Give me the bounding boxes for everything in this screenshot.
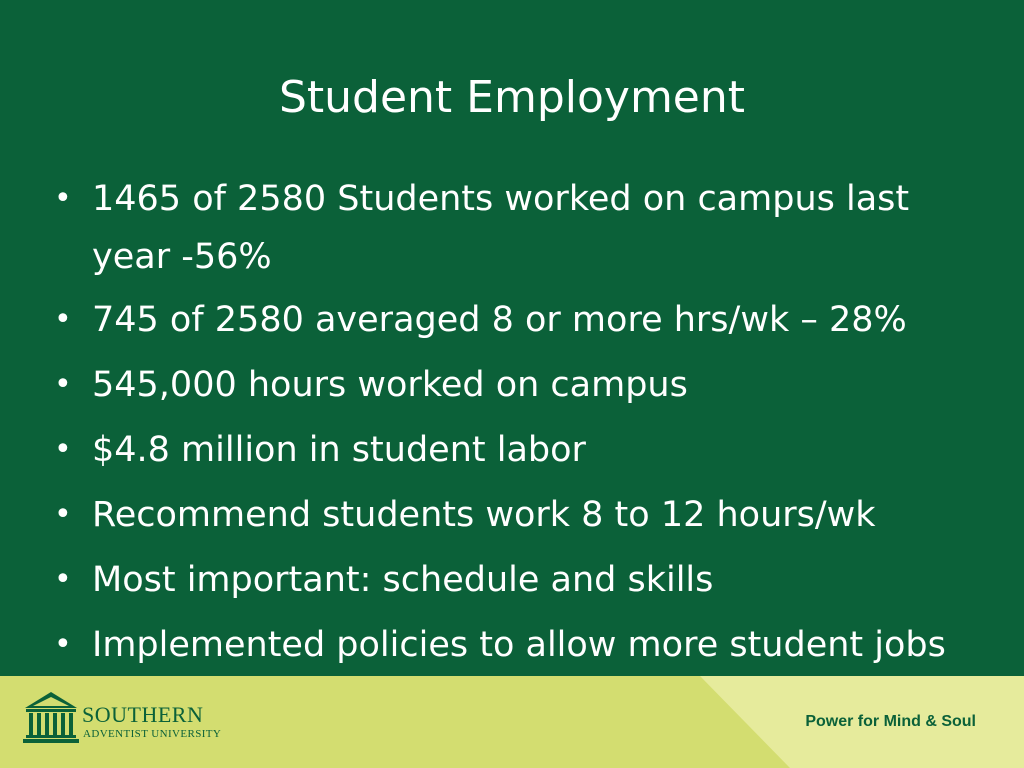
bullet-text: $4.8 million in student labor xyxy=(92,430,586,470)
bullet-icon: • xyxy=(54,432,72,467)
slide-title: Student Employment xyxy=(278,72,746,123)
bullet-list xyxy=(48,170,1018,682)
building-logo-icon xyxy=(22,690,80,746)
bullet-item xyxy=(48,422,1018,478)
bullet-item xyxy=(48,617,1018,673)
bullet-text: Most important: schedule and skills xyxy=(92,560,714,600)
bullet-icon: • xyxy=(54,181,72,216)
bullet-icon: • xyxy=(54,302,72,337)
bullet-item xyxy=(48,292,1018,348)
bullet-item xyxy=(48,357,1018,413)
university-logo xyxy=(22,690,242,756)
bullet-text: 1465 of 2580 Students worked on campus last xyxy=(92,179,910,219)
bullet-text: Recommend students work 8 to 12 hours/wk xyxy=(92,495,876,535)
footer-bar xyxy=(0,676,1024,768)
bullet-item xyxy=(48,552,1018,608)
bullet-text: 745 of 2580 averaged 8 or more hrs/wk – 28% xyxy=(92,300,907,340)
bullet-text-continued: year -56% xyxy=(92,237,272,277)
bullet-icon: • xyxy=(54,497,72,532)
bullet-item xyxy=(48,170,1018,286)
bullet-item xyxy=(48,487,1018,543)
logo-name: SOUTHERN xyxy=(82,702,204,727)
bullet-icon: • xyxy=(54,627,72,662)
bullet-text: 545,000 hours worked on campus xyxy=(92,365,688,405)
logo-subname: ADVENTIST UNIVERSITY xyxy=(83,728,222,740)
tagline: Power for Mind & Soul xyxy=(805,713,976,730)
bullet-icon: • xyxy=(54,562,72,597)
bullet-icon: • xyxy=(54,367,72,402)
bullet-text: Implemented policies to allow more student jobs xyxy=(92,625,946,665)
